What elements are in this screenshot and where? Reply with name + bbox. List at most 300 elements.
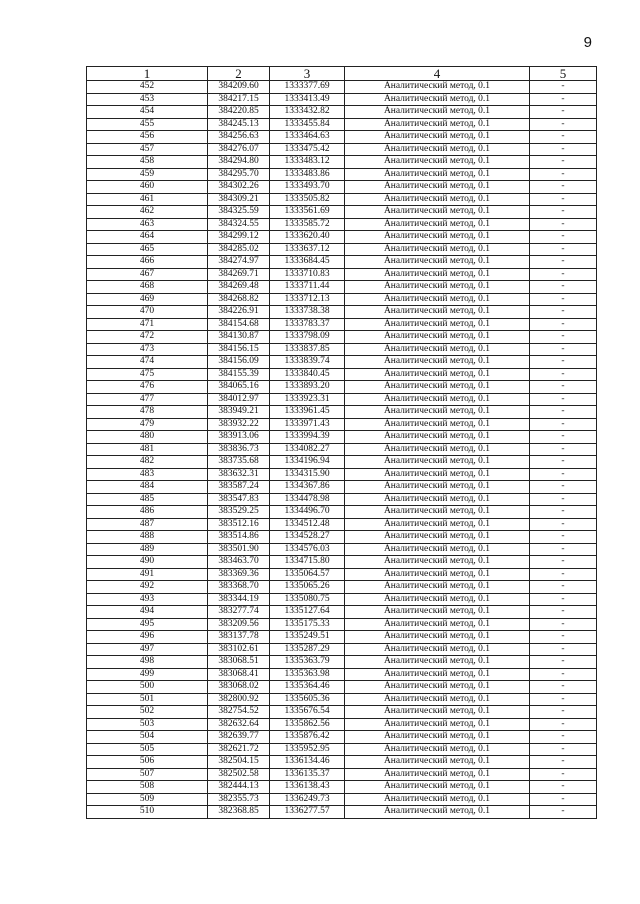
cell-note: -: [530, 293, 597, 306]
cell-point-number: 489: [87, 543, 208, 556]
table-row: [87, 581, 597, 594]
cell-note: -: [530, 531, 597, 544]
table-row: [87, 631, 597, 644]
cell-note: -: [530, 756, 597, 769]
cell-y-coordinate: 1333923.31: [270, 393, 345, 406]
table-row: [87, 768, 597, 781]
cell-point-number: 492: [87, 581, 208, 594]
cell-y-coordinate: 1333994.39: [270, 431, 345, 444]
table-row: [87, 718, 597, 731]
cell-x-coordinate: 384220.85: [208, 106, 270, 119]
cell-y-coordinate: 1335175.33: [270, 618, 345, 631]
cell-x-coordinate: 383068.41: [208, 668, 270, 681]
cell-point-number: 481: [87, 443, 208, 456]
cell-point-number: 500: [87, 681, 208, 694]
cell-note: -: [530, 768, 597, 781]
cell-note: -: [530, 306, 597, 319]
cell-point-number: 505: [87, 743, 208, 756]
table-row: [87, 481, 597, 494]
cell-note: -: [530, 243, 597, 256]
cell-accuracy-method: Аналитический метод, 0.1: [345, 531, 530, 544]
cell-point-number: 455: [87, 118, 208, 131]
column-header-2: 2: [208, 67, 270, 81]
table-row: [87, 81, 597, 94]
cell-x-coordinate: 383512.16: [208, 518, 270, 531]
cell-note: -: [530, 781, 597, 794]
cell-accuracy-method: Аналитический метод, 0.1: [345, 306, 530, 319]
cell-accuracy-method: Аналитический метод, 0.1: [345, 693, 530, 706]
cell-note: -: [530, 381, 597, 394]
cell-x-coordinate: 384156.09: [208, 356, 270, 369]
table-row: [87, 431, 597, 444]
cell-point-number: 498: [87, 656, 208, 669]
cell-note: -: [530, 606, 597, 619]
cell-y-coordinate: 1335249.51: [270, 631, 345, 644]
cell-accuracy-method: Аналитический метод, 0.1: [345, 781, 530, 794]
cell-accuracy-method: Аналитический метод, 0.1: [345, 743, 530, 756]
cell-point-number: 456: [87, 131, 208, 144]
table-row: [87, 606, 597, 619]
cell-accuracy-method: Аналитический метод, 0.1: [345, 381, 530, 394]
cell-x-coordinate: 382800.92: [208, 693, 270, 706]
cell-x-coordinate: 384302.26: [208, 181, 270, 194]
cell-x-coordinate: 384269.48: [208, 281, 270, 294]
cell-y-coordinate: 1335862.56: [270, 718, 345, 731]
table-row: [87, 731, 597, 744]
cell-point-number: 506: [87, 756, 208, 769]
cell-accuracy-method: Аналитический метод, 0.1: [345, 456, 530, 469]
cell-x-coordinate: 383369.36: [208, 568, 270, 581]
cell-note: -: [530, 256, 597, 269]
cell-note: -: [530, 656, 597, 669]
cell-point-number: 453: [87, 93, 208, 106]
cell-accuracy-method: Аналитический метод, 0.1: [345, 131, 530, 144]
cell-note: -: [530, 668, 597, 681]
table-header-row: [87, 67, 597, 81]
column-header-4: 4: [345, 67, 530, 81]
cell-y-coordinate: 1333839.74: [270, 356, 345, 369]
cell-y-coordinate: 1333432.82: [270, 106, 345, 119]
cell-x-coordinate: 383836.73: [208, 443, 270, 456]
cell-y-coordinate: 1333585.72: [270, 218, 345, 231]
cell-y-coordinate: 1334715.80: [270, 556, 345, 569]
cell-note: -: [530, 693, 597, 706]
cell-x-coordinate: 384065.16: [208, 381, 270, 394]
cell-x-coordinate: 384209.60: [208, 81, 270, 94]
cell-accuracy-method: Аналитический метод, 0.1: [345, 268, 530, 281]
cell-x-coordinate: 383137.78: [208, 631, 270, 644]
table-row: [87, 243, 597, 256]
column-header-3: 3: [270, 67, 345, 81]
cell-y-coordinate: 1333483.86: [270, 168, 345, 181]
cell-note: -: [530, 806, 597, 819]
cell-accuracy-method: Аналитический метод, 0.1: [345, 656, 530, 669]
cell-y-coordinate: 1333620.40: [270, 231, 345, 244]
table-row: [87, 293, 597, 306]
cell-point-number: 467: [87, 268, 208, 281]
table-row: [87, 793, 597, 806]
cell-x-coordinate: 384012.97: [208, 393, 270, 406]
cell-point-number: 501: [87, 693, 208, 706]
table-row: [87, 281, 597, 294]
cell-y-coordinate: 1335876.42: [270, 731, 345, 744]
table-row: [87, 93, 597, 106]
cell-accuracy-method: Аналитический метод, 0.1: [345, 81, 530, 94]
table-row: [87, 331, 597, 344]
cell-x-coordinate: 384309.21: [208, 193, 270, 206]
cell-x-coordinate: 383547.83: [208, 493, 270, 506]
cell-note: -: [530, 181, 597, 194]
cell-accuracy-method: Аналитический метод, 0.1: [345, 256, 530, 269]
cell-accuracy-method: Аналитический метод, 0.1: [345, 668, 530, 681]
cell-y-coordinate: 1333561.69: [270, 206, 345, 219]
cell-accuracy-method: Аналитический метод, 0.1: [345, 593, 530, 606]
cell-accuracy-method: Аналитический метод, 0.1: [345, 106, 530, 119]
cell-point-number: 476: [87, 381, 208, 394]
cell-note: -: [530, 281, 597, 294]
cell-point-number: 466: [87, 256, 208, 269]
cell-y-coordinate: 1333483.12: [270, 156, 345, 169]
cell-note: -: [530, 268, 597, 281]
cell-x-coordinate: 384154.68: [208, 318, 270, 331]
cell-x-coordinate: 383102.61: [208, 643, 270, 656]
cell-x-coordinate: 383735.68: [208, 456, 270, 469]
cell-y-coordinate: 1333464.63: [270, 131, 345, 144]
cell-point-number: 477: [87, 393, 208, 406]
cell-note: -: [530, 556, 597, 569]
cell-accuracy-method: Аналитический метод, 0.1: [345, 318, 530, 331]
cell-y-coordinate: 1334082.27: [270, 443, 345, 456]
cell-point-number: 465: [87, 243, 208, 256]
cell-accuracy-method: Аналитический метод, 0.1: [345, 218, 530, 231]
cell-point-number: 482: [87, 456, 208, 469]
cell-y-coordinate: 1336134.46: [270, 756, 345, 769]
cell-point-number: 493: [87, 593, 208, 606]
cell-x-coordinate: 384294.80: [208, 156, 270, 169]
cell-y-coordinate: 1333783.37: [270, 318, 345, 331]
cell-accuracy-method: Аналитический метод, 0.1: [345, 118, 530, 131]
cell-point-number: 472: [87, 331, 208, 344]
cell-x-coordinate: 383932.22: [208, 418, 270, 431]
cell-point-number: 509: [87, 793, 208, 806]
cell-x-coordinate: 384155.39: [208, 368, 270, 381]
cell-x-coordinate: 383344.19: [208, 593, 270, 606]
cell-y-coordinate: 1336249.73: [270, 793, 345, 806]
table-row: [87, 381, 597, 394]
cell-note: -: [530, 206, 597, 219]
cell-y-coordinate: 1335080.75: [270, 593, 345, 606]
cell-note: -: [530, 743, 597, 756]
cell-point-number: 458: [87, 156, 208, 169]
cell-x-coordinate: 384268.82: [208, 293, 270, 306]
cell-x-coordinate: 383209.56: [208, 618, 270, 631]
table-row: [87, 131, 597, 144]
cell-note: -: [530, 231, 597, 244]
cell-x-coordinate: 382355.73: [208, 793, 270, 806]
table-row: [87, 256, 597, 269]
cell-point-number: 486: [87, 506, 208, 519]
cell-x-coordinate: 384325.59: [208, 206, 270, 219]
cell-point-number: 478: [87, 406, 208, 419]
table-row: [87, 681, 597, 694]
cell-x-coordinate: 384156.15: [208, 343, 270, 356]
cell-point-number: 452: [87, 81, 208, 94]
table-row: [87, 706, 597, 719]
cell-accuracy-method: Аналитический метод, 0.1: [345, 331, 530, 344]
cell-note: -: [530, 156, 597, 169]
cell-y-coordinate: 1334315.90: [270, 468, 345, 481]
cell-x-coordinate: 383913.06: [208, 431, 270, 444]
cell-y-coordinate: 1334512.48: [270, 518, 345, 531]
cell-accuracy-method: Аналитический метод, 0.1: [345, 443, 530, 456]
cell-accuracy-method: Аналитический метод, 0.1: [345, 481, 530, 494]
cell-note: -: [530, 343, 597, 356]
cell-note: -: [530, 681, 597, 694]
cell-x-coordinate: 384299.12: [208, 231, 270, 244]
cell-x-coordinate: 384285.02: [208, 243, 270, 256]
cell-point-number: 499: [87, 668, 208, 681]
cell-note: -: [530, 568, 597, 581]
cell-accuracy-method: Аналитический метод, 0.1: [345, 156, 530, 169]
table-row: [87, 493, 597, 506]
column-header-5: 5: [530, 67, 597, 81]
cell-accuracy-method: Аналитический метод, 0.1: [345, 343, 530, 356]
cell-accuracy-method: Аналитический метод, 0.1: [345, 393, 530, 406]
cell-note: -: [530, 518, 597, 531]
cell-x-coordinate: 384274.97: [208, 256, 270, 269]
table-row: [87, 306, 597, 319]
cell-point-number: 510: [87, 806, 208, 819]
table-row: [87, 531, 597, 544]
cell-y-coordinate: 1333738.38: [270, 306, 345, 319]
cell-y-coordinate: 1334528.27: [270, 531, 345, 544]
table-row: [87, 568, 597, 581]
cell-accuracy-method: Аналитический метод, 0.1: [345, 606, 530, 619]
cell-x-coordinate: 383501.90: [208, 543, 270, 556]
cell-y-coordinate: 1335127.64: [270, 606, 345, 619]
cell-y-coordinate: 1333455.84: [270, 118, 345, 131]
cell-point-number: 473: [87, 343, 208, 356]
cell-y-coordinate: 1333971.43: [270, 418, 345, 431]
cell-accuracy-method: Аналитический метод, 0.1: [345, 356, 530, 369]
cell-x-coordinate: 384226.91: [208, 306, 270, 319]
cell-accuracy-method: Аналитический метод, 0.1: [345, 493, 530, 506]
cell-x-coordinate: 384256.63: [208, 131, 270, 144]
cell-point-number: 491: [87, 568, 208, 581]
cell-x-coordinate: 383463.70: [208, 556, 270, 569]
cell-note: -: [530, 631, 597, 644]
cell-note: -: [530, 406, 597, 419]
cell-point-number: 469: [87, 293, 208, 306]
column-header-1: 1: [87, 67, 208, 81]
cell-point-number: 507: [87, 768, 208, 781]
cell-y-coordinate: 1333711.44: [270, 281, 345, 294]
cell-point-number: 490: [87, 556, 208, 569]
cell-point-number: 460: [87, 181, 208, 194]
cell-note: -: [530, 593, 597, 606]
cell-y-coordinate: 1336277.57: [270, 806, 345, 819]
cell-point-number: 495: [87, 618, 208, 631]
cell-note: -: [530, 618, 597, 631]
cell-accuracy-method: Аналитический метод, 0.1: [345, 468, 530, 481]
table-row: [87, 643, 597, 656]
table-row: [87, 668, 597, 681]
cell-point-number: 508: [87, 781, 208, 794]
cell-y-coordinate: 1334576.03: [270, 543, 345, 556]
coordinates-table: [86, 66, 597, 819]
table-row: [87, 806, 597, 819]
cell-accuracy-method: Аналитический метод, 0.1: [345, 768, 530, 781]
cell-accuracy-method: Аналитический метод, 0.1: [345, 181, 530, 194]
cell-accuracy-method: Аналитический метод, 0.1: [345, 193, 530, 206]
cell-x-coordinate: 383368.70: [208, 581, 270, 594]
table-row: [87, 781, 597, 794]
cell-x-coordinate: 384130.87: [208, 331, 270, 344]
cell-note: -: [530, 106, 597, 119]
table-row: [87, 756, 597, 769]
table-row: [87, 593, 597, 606]
table-row: [87, 118, 597, 131]
cell-accuracy-method: Аналитический метод, 0.1: [345, 368, 530, 381]
cell-point-number: 464: [87, 231, 208, 244]
cell-y-coordinate: 1334496.70: [270, 506, 345, 519]
cell-note: -: [530, 431, 597, 444]
cell-x-coordinate: 382754.52: [208, 706, 270, 719]
cell-accuracy-method: Аналитический метод, 0.1: [345, 418, 530, 431]
cell-point-number: 457: [87, 143, 208, 156]
table-row: [87, 743, 597, 756]
table-row: [87, 343, 597, 356]
cell-accuracy-method: Аналитический метод, 0.1: [345, 706, 530, 719]
cell-note: -: [530, 706, 597, 719]
cell-y-coordinate: 1335064.57: [270, 568, 345, 581]
page-number: 9: [583, 34, 592, 51]
cell-y-coordinate: 1333961.45: [270, 406, 345, 419]
cell-accuracy-method: Аналитический метод, 0.1: [345, 756, 530, 769]
cell-y-coordinate: 1333710.83: [270, 268, 345, 281]
cell-accuracy-method: Аналитический метод, 0.1: [345, 243, 530, 256]
cell-point-number: 504: [87, 731, 208, 744]
cell-note: -: [530, 331, 597, 344]
table-row: [87, 143, 597, 156]
cell-note: -: [530, 356, 597, 369]
cell-accuracy-method: Аналитический метод, 0.1: [345, 506, 530, 519]
cell-y-coordinate: 1333837.85: [270, 343, 345, 356]
table-row: [87, 106, 597, 119]
cell-point-number: 474: [87, 356, 208, 369]
cell-y-coordinate: 1334367.86: [270, 481, 345, 494]
cell-x-coordinate: 383068.51: [208, 656, 270, 669]
cell-point-number: 468: [87, 281, 208, 294]
cell-accuracy-method: Аналитический метод, 0.1: [345, 568, 530, 581]
table-row: [87, 356, 597, 369]
cell-accuracy-method: Аналитический метод, 0.1: [345, 731, 530, 744]
cell-x-coordinate: 384295.70: [208, 168, 270, 181]
cell-accuracy-method: Аналитический метод, 0.1: [345, 143, 530, 156]
table-row: [87, 231, 597, 244]
cell-point-number: 496: [87, 631, 208, 644]
cell-point-number: 463: [87, 218, 208, 231]
table-row: [87, 556, 597, 569]
table-row: [87, 268, 597, 281]
cell-accuracy-method: Аналитический метод, 0.1: [345, 806, 530, 819]
cell-note: -: [530, 731, 597, 744]
cell-point-number: 497: [87, 643, 208, 656]
table-body: [87, 81, 597, 819]
table-row: [87, 693, 597, 706]
cell-y-coordinate: 1333798.09: [270, 331, 345, 344]
cell-y-coordinate: 1335952.95: [270, 743, 345, 756]
cell-accuracy-method: Аналитический метод, 0.1: [345, 543, 530, 556]
table-row: [87, 456, 597, 469]
cell-y-coordinate: 1333377.69: [270, 81, 345, 94]
cell-x-coordinate: 383068.02: [208, 681, 270, 694]
cell-y-coordinate: 1333493.70: [270, 181, 345, 194]
cell-point-number: 494: [87, 606, 208, 619]
table-row: [87, 406, 597, 419]
table-row: [87, 318, 597, 331]
cell-point-number: 483: [87, 468, 208, 481]
cell-accuracy-method: Аналитический метод, 0.1: [345, 681, 530, 694]
cell-y-coordinate: 1335364.46: [270, 681, 345, 694]
cell-note: -: [530, 193, 597, 206]
cell-note: -: [530, 493, 597, 506]
cell-x-coordinate: 383529.25: [208, 506, 270, 519]
cell-accuracy-method: Аналитический метод, 0.1: [345, 718, 530, 731]
table-row: [87, 443, 597, 456]
cell-x-coordinate: 383632.31: [208, 468, 270, 481]
cell-note: -: [530, 543, 597, 556]
table-row: [87, 543, 597, 556]
cell-note: -: [530, 456, 597, 469]
cell-x-coordinate: 384269.71: [208, 268, 270, 281]
cell-note: -: [530, 718, 597, 731]
table-row: [87, 193, 597, 206]
cell-accuracy-method: Аналитический метод, 0.1: [345, 293, 530, 306]
cell-y-coordinate: 1335605.36: [270, 693, 345, 706]
table-row: [87, 506, 597, 519]
table-row: [87, 468, 597, 481]
cell-point-number: 462: [87, 206, 208, 219]
cell-point-number: 502: [87, 706, 208, 719]
cell-y-coordinate: 1335676.54: [270, 706, 345, 719]
table-row: [87, 156, 597, 169]
cell-accuracy-method: Аналитический метод, 0.1: [345, 168, 530, 181]
cell-accuracy-method: Аналитический метод, 0.1: [345, 406, 530, 419]
cell-note: -: [530, 143, 597, 156]
cell-note: -: [530, 793, 597, 806]
cell-note: -: [530, 168, 597, 181]
cell-point-number: 503: [87, 718, 208, 731]
cell-note: -: [530, 318, 597, 331]
cell-x-coordinate: 382368.85: [208, 806, 270, 819]
cell-point-number: 459: [87, 168, 208, 181]
cell-note: -: [530, 643, 597, 656]
cell-y-coordinate: 1333413.49: [270, 93, 345, 106]
cell-note: -: [530, 93, 597, 106]
cell-x-coordinate: 384276.07: [208, 143, 270, 156]
cell-note: -: [530, 131, 597, 144]
cell-note: -: [530, 506, 597, 519]
cell-accuracy-method: Аналитический метод, 0.1: [345, 793, 530, 806]
table-row: [87, 656, 597, 669]
cell-x-coordinate: 382632.64: [208, 718, 270, 731]
cell-x-coordinate: 382502.58: [208, 768, 270, 781]
cell-x-coordinate: 382504.15: [208, 756, 270, 769]
table-row: [87, 618, 597, 631]
cell-point-number: 485: [87, 493, 208, 506]
cell-accuracy-method: Аналитический метод, 0.1: [345, 231, 530, 244]
